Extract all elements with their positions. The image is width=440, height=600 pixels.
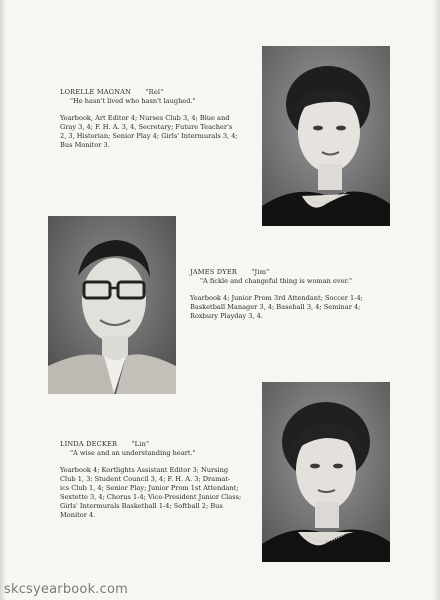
senior-activities (60, 114, 260, 150)
senior-name: LORELLE MAGNAN (60, 88, 132, 96)
senior-quote: "He hasn't lived who hasn't laughed." (70, 97, 196, 105)
activity-line: Yearbook, Art Editor 4; Nurses Club 3, 4; Blue and (60, 114, 230, 122)
activity-line: Gray 3, 4; F. H. A. 3, 4, Secretary; Future Teacher's (60, 123, 233, 131)
activity-line: Monitor 4. (60, 511, 96, 519)
senior-activities (190, 294, 390, 321)
activity-line: Yearbook 4; Kortlights Assistant Editor 3; Nursing (60, 466, 229, 474)
site-watermark: skcsyearbook.com (4, 582, 129, 597)
senior-nickname: "Rel" (145, 88, 164, 96)
senior-quote: "A wise and an understanding heart." (70, 449, 196, 457)
senior-nickname: "Jim" (251, 268, 270, 276)
activity-line: Basketball Manager 3, 4; Baseball 3, 4; Seminar 4; (190, 303, 361, 311)
activity-line: Club 1, 3; Student Council 3, 4; F. H. A. 3; Dramat- (60, 475, 231, 483)
activity-line: Yearbook 4; Junior Prom 3rd Attendant; Soccer 1-4; (190, 294, 363, 302)
senior-entry (60, 88, 260, 150)
activity-line: Girls' Intermurals Basketball 1-4; Softball 2; Bus (60, 502, 223, 510)
senior-activities (60, 466, 260, 520)
activity-line: 2, 3, Historian; Senior Play 4; Girls' Intermurals 3, 4; (60, 132, 238, 140)
senior-name: LINDA DECKER (60, 440, 118, 448)
senior-name: JAMES DYER (190, 268, 238, 276)
senior-quote: "A fickle and changeful thing is woman ever." (200, 277, 353, 285)
senior-nickname: "Lin" (131, 440, 150, 448)
activity-line: Bus Monitor 3. (60, 141, 110, 149)
senior-entry (60, 440, 260, 520)
activity-line: Roxbury Playday 3, 4. (190, 312, 263, 320)
page-edge-left (0, 0, 6, 600)
activity-line: ics Club 1, 4; Senior Play; Junior Prom 1st Attendant; (60, 484, 239, 492)
senior-entry (190, 268, 390, 321)
page-edge-right (432, 0, 440, 600)
portrait-photo-linda-decker (262, 382, 390, 562)
portrait-photo-james-dyer (48, 216, 176, 394)
activity-line: Sextette 3, 4; Chorus 1-4; Vice-President Junior Class; (60, 493, 242, 501)
portrait-photo-lorelle-magnan (262, 46, 390, 226)
